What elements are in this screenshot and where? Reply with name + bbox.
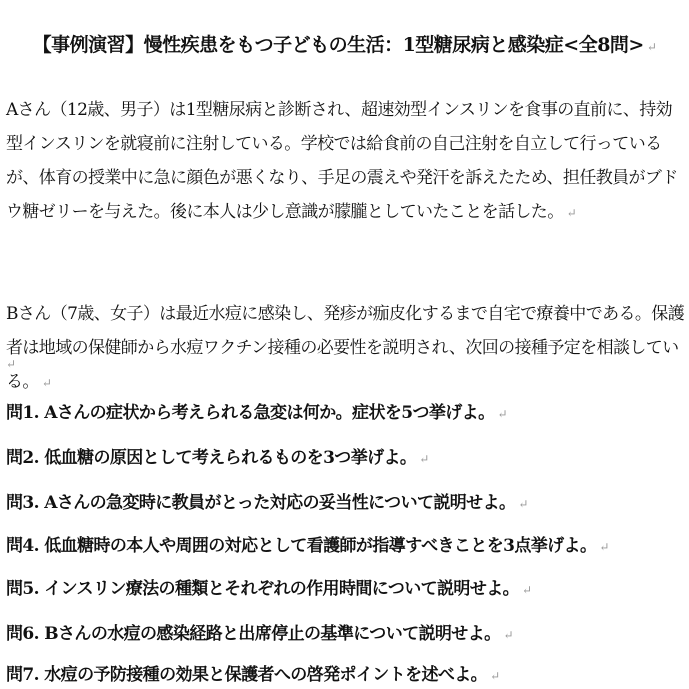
paragraph-mark-icon: ↵	[518, 497, 528, 511]
paragraph-mark-icon: ↵	[497, 407, 507, 421]
document-title	[0, 30, 689, 57]
question-text: 問1. Aさんの症状から考えられる急変は何か。症状を5つ挙げよ。	[6, 403, 495, 423]
title-text: 【事例演習】慢性疾患をもつ子どもの生活：1型糖尿病と感染症<全8問>	[32, 34, 644, 56]
paragraph-mark-icon: ↵	[503, 628, 513, 642]
paragraph-mark-icon: ↵	[599, 540, 609, 554]
question-5	[6, 574, 531, 599]
question-2	[6, 443, 429, 468]
paragraph-mark-icon: ↵	[522, 583, 532, 597]
paragraph-mark-icon: ↵	[646, 40, 657, 54]
case-a-paragraph	[6, 93, 686, 230]
case-b-text: Bさん（7歳、女子）は最近水痘に感染し、発疹が痂皮化するまで自宅で療養中である。保護者は地域の保健師から水痘ワクチン接種の必要性を説明され、次回の接種予定を相談している。	[6, 304, 685, 392]
paragraph-mark-icon: ↵	[41, 376, 52, 390]
question-4	[6, 531, 609, 556]
question-3	[6, 488, 528, 513]
case-a-text: Aさん（12歳、男子）は1型糖尿病と診断され、超速効型インスリンを食事の直前に、持効型インスリンを就寝前に注射している。学校では給食前の自己注射を自立して行っているが、体育の授業中に急に顔色が悪くなり、手足の震えや発汗を訴えたため、担任教員がブドウ糖ゼリーを与えた。後に本人は少し意識が朦朧としていたことを話した。	[6, 100, 678, 222]
question-6	[6, 619, 513, 644]
question-text: 問5. インスリン療法の種類とそれぞれの作用時間について説明せよ。	[6, 579, 520, 599]
question-text: 問3. Aさんの急変時に教員がとった対応の妥当性について説明せよ。	[6, 493, 516, 513]
question-text: 問7. 水痘の予防接種の効果と保護者への啓発ポイントを述べよ。	[6, 665, 488, 685]
question-1	[6, 398, 507, 423]
question-text: 問2. 低血糖の原因として考えられるものを3つ挙げよ。	[6, 448, 417, 468]
question-7	[6, 660, 500, 685]
empty-paragraph	[6, 357, 16, 371]
question-text: 問6. Bさんの水痘の感染経路と出席停止の基準について説明せよ。	[6, 624, 501, 644]
paragraph-mark-icon: ↵	[490, 669, 500, 683]
case-b-paragraph	[6, 297, 686, 400]
paragraph-mark-icon: ↵	[419, 452, 429, 466]
question-text: 問4. 低血糖時の本人や周囲の対応として看護師が指導すべきことを3点挙げよ。	[6, 536, 597, 556]
paragraph-mark-icon: ↵	[6, 357, 17, 371]
paragraph-mark-icon: ↵	[566, 206, 577, 220]
